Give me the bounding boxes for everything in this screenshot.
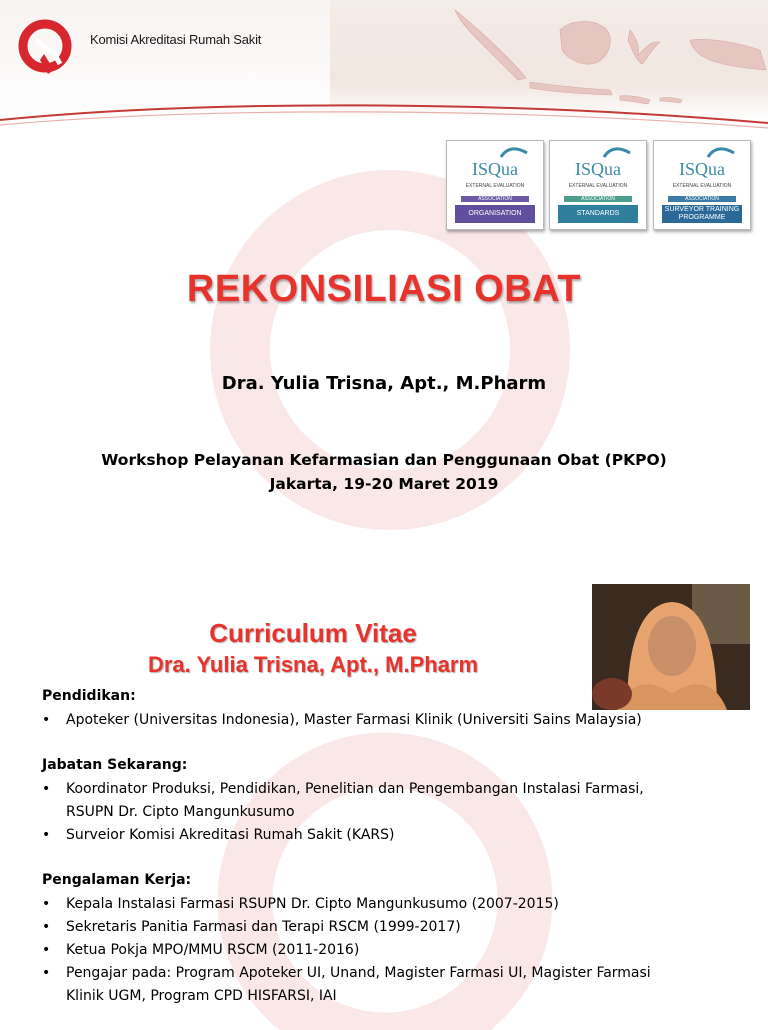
presenter-name: Dra. Yulia Trisna, Apt., M.Pharm [221, 373, 547, 394]
logo-text: Komisi Akreditasi Rumah Sakit [90, 32, 262, 47]
badge-label: SURVEYOR TRAINING PROGRAMME [662, 205, 742, 223]
list-item-text: Ketua Pokja MPO/MMU RSCM (2011-2016) [66, 942, 360, 958]
isqua-badge-surveyor [653, 140, 751, 230]
bullet-icon: • [42, 712, 51, 728]
section-pengalaman-heading: Pengalaman Kerja: [42, 872, 192, 888]
badge-assoc: ASSOCIATION [564, 196, 632, 202]
list-item [42, 778, 742, 824]
badge-assoc: ASSOCIATION [668, 196, 736, 202]
bullet-icon: • [42, 942, 51, 958]
badge-label: STANDARDS [558, 205, 638, 223]
isqua-badge-standards [549, 140, 647, 230]
slide-title: REKONSILIASI OBAT [186, 268, 582, 310]
isqua-wave-icon [706, 145, 736, 159]
header-swoosh [0, 95, 768, 135]
list-item-text: Pengajar pada: Program Apoteker UI, Unand, Magister Farmasi UI, Magister Farmasi [66, 965, 651, 981]
list-item [42, 916, 742, 939]
isqua-wave-icon [499, 145, 529, 159]
badge-brand: ISQua [472, 159, 518, 179]
badge-sub: EXTERNAL EVALUATION [568, 183, 628, 189]
cv-name: Dra. Yulia Trisna, Apt., M.Pharm [147, 652, 479, 677]
bullet-icon: • [42, 781, 51, 797]
bullet-icon: • [42, 965, 51, 981]
badge-sub: EXTERNAL EVALUATION [672, 183, 732, 189]
list-item [42, 824, 742, 847]
list-item-text: Kepala Instalasi Farmasi RSUPN Dr. Cipto Mangunkusumo (2007-2015) [66, 896, 559, 912]
section-pendidikan-heading: Pendidikan: [42, 688, 136, 704]
list-item [42, 709, 742, 732]
list-item [42, 893, 742, 916]
badge-label: ORGANISATION [455, 205, 535, 223]
list-item [42, 939, 742, 962]
list-item-text: Koordinator Produksi, Pendidikan, Penelitian dan Pengembangan Instalasi Farmasi, [66, 781, 644, 797]
list-item-text: Surveior Komisi Akreditasi Rumah Sakit (KARS) [66, 827, 395, 843]
list-item-text-cont: Klinik UGM, Program CPD HISFARSI, IAI [66, 988, 337, 1004]
isqua-wave-icon [602, 145, 632, 159]
list-item-text-cont: RSUPN Dr. Cipto Mangunkusumo [66, 804, 295, 820]
event-info [0, 448, 768, 496]
badge-brand: ISQua [575, 159, 621, 179]
list-item [42, 962, 742, 1008]
badge-sub: EXTERNAL EVALUATION [465, 183, 525, 189]
kars-logo [14, 18, 76, 76]
isqua-badge-organisation [446, 140, 544, 230]
badge-brand: ISQua [679, 159, 725, 179]
bullet-icon: • [42, 827, 51, 843]
cv-title: Curriculum Vitae [209, 618, 417, 648]
bullet-icon: • [42, 896, 51, 912]
event-date-location: Jakarta, 19-20 Maret 2019 [269, 475, 499, 493]
list-item-text: Apoteker (Universitas Indonesia), Master Farmasi Klinik (Universiti Sains Malaysia) [66, 712, 642, 728]
badge-assoc: ASSOCIATION [461, 196, 529, 202]
section-jabatan-heading: Jabatan Sekarang: [42, 757, 188, 773]
list-item-text: Sekretaris Panitia Farmasi dan Terapi RSCM (1999-2017) [66, 919, 461, 935]
bullet-icon: • [42, 919, 51, 935]
event-name: Workshop Pelayanan Kefarmasian dan Penggunaan Obat (PKPO) [101, 451, 667, 469]
